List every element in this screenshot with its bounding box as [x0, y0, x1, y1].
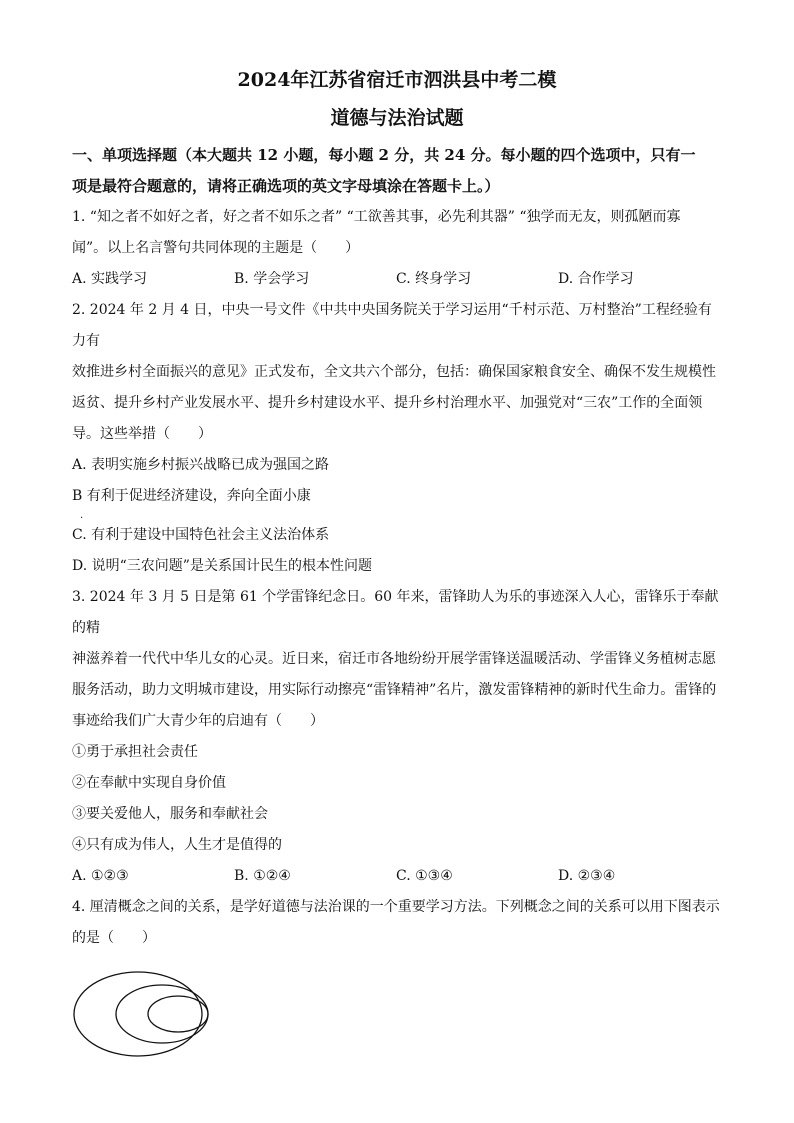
option-d: D. 说明“三农问题”是关系国计民生的根本性问题	[72, 558, 372, 574]
option-d: D. ②③④	[558, 868, 616, 884]
question-2-line: 2. 2024 年 2 月 4 日，中央一号文件《中共中央国务院关于学习运用“千村示范、万村整治”工程经验有力有	[72, 302, 712, 349]
option-b: B 有利于促进经济建设，奔向全面小康	[72, 488, 311, 504]
option-c: C. ①③④	[396, 868, 453, 884]
question-3-line: 神滋养着一代代中华儿女的心灵。近日来，宿迁市各地纷纷开展学雷锋送温暖活动、学雷锋义务植树志愿	[72, 651, 716, 667]
question-2-line: 效推进乡村全面振兴的意见》正式发布，全文共六个部分，包括：确保国家粮食安全、确保不发生规模性	[72, 364, 716, 380]
option-c: C. 终身学习	[396, 271, 472, 287]
question-3-line: 服务活动，助力文明城市建设，用实际行动擦亮“雷锋精神”名片，激发雷锋精神的新时代生命力。雷锋的	[72, 682, 717, 698]
statement-item: ①勇于承担社会责任	[72, 744, 198, 760]
question-2-line: 导。这些举措（ ）	[72, 426, 212, 442]
question-2	[72, 295, 722, 582]
section-heading-line-1: 一、单项选择题（本大题共 12 小题，每小题 2 分，共 24 分。每小题的四个选项中，只有一	[72, 146, 696, 164]
question-1-options	[72, 264, 722, 295]
option-c: C. 有利于建设中国特色社会主义法治体系	[72, 527, 330, 543]
question-1-line: 闻”。以上名言警句共同体现的主题是（ ）	[72, 240, 360, 256]
stray-mark: .	[80, 510, 84, 521]
middle-ellipse	[116, 985, 208, 1043]
option-b: B. 学会学习	[234, 271, 310, 287]
question-4-line: 的是（ ）	[72, 930, 156, 946]
question-4	[72, 892, 722, 1064]
exam-subtitle: 道德与法治试题	[330, 107, 464, 129]
question-3-options	[72, 861, 722, 892]
option-d: D. 合作学习	[558, 271, 634, 287]
outer-ellipse	[74, 972, 202, 1056]
question-4-line: 4. 厘清概念之间的关系，是学好道德与法治课的一个重要学习方法。下列概念之间的关系可以用下图表示	[72, 899, 720, 915]
question-3-line: 3. 2024 年 3 月 5 日是第 61 个学雷锋纪念日。60 年来，雷锋助人为乐的事迹深入人心，雷锋乐于奉献的精	[72, 589, 719, 636]
option-a: A. 实践学习	[72, 271, 148, 287]
question-1-line: 1. “知之者不如好之者，好之者不如乐之者” “工欲善其事，必先利其器” “独学而无友，则孤陋而寡	[72, 209, 681, 225]
option-a: A. ①②③	[72, 868, 129, 884]
question-3-line: 事迹给我们广大青少年的启迪有（ ）	[72, 713, 324, 729]
inner-ellipse	[148, 996, 208, 1032]
statement-item: ③要关爱他人，服务和奉献社会	[72, 806, 268, 822]
statement-item: ④只有成为伟人，人生才是值得的	[72, 837, 282, 853]
nested-ellipses-diagram	[72, 968, 212, 1060]
section-heading-line-2: 项是最符合题意的，请将正确选项的英文字母填涂在答题卡上。）	[72, 177, 500, 195]
option-b: B. ①②④	[234, 868, 291, 884]
question-2-line: 返贫、提升乡村产业发展水平、提升乡村建设水平、提升乡村治理水平、加强党对“三农”工作的全面领	[72, 395, 703, 411]
option-a: A. 表明实施乡村振兴战略已成为强国之路	[72, 457, 330, 473]
statement-item: ②在奉献中实现自身价值	[72, 775, 226, 791]
exam-title: 2024年江苏省宿迁市泗洪县中考二模	[237, 69, 557, 91]
question-3	[72, 582, 722, 892]
question-1	[72, 202, 722, 295]
